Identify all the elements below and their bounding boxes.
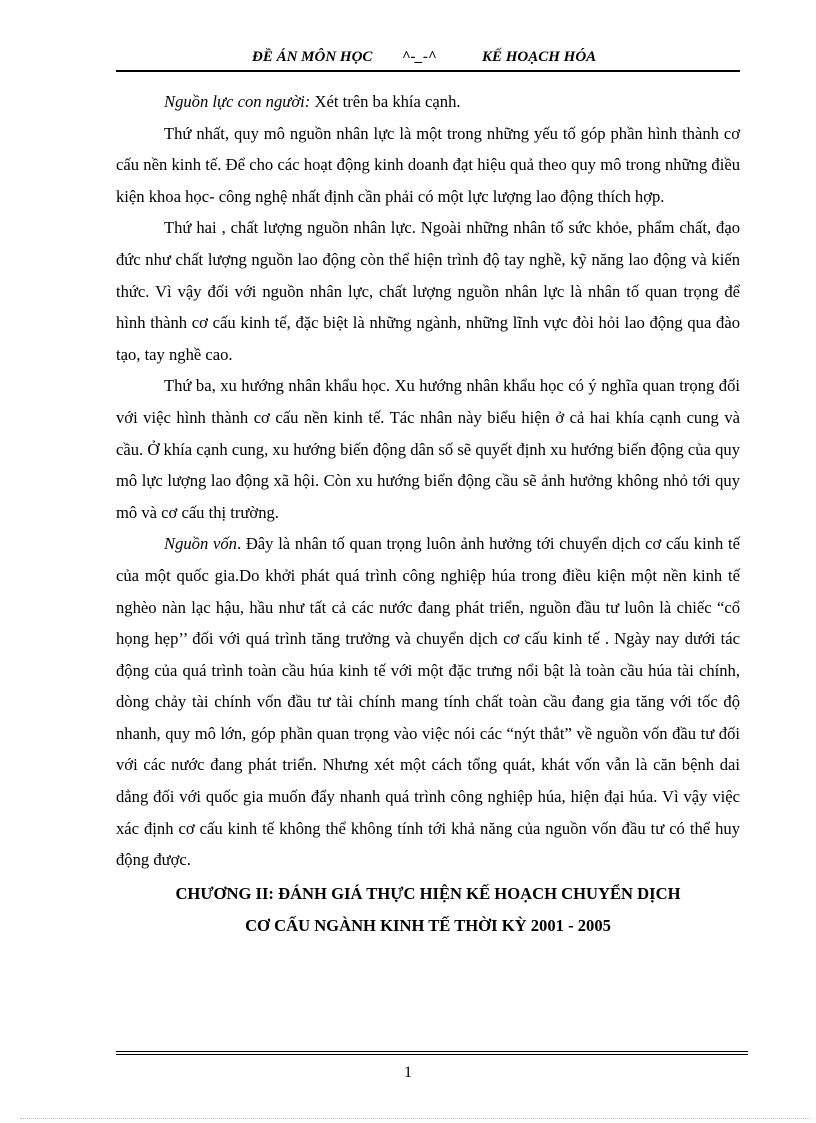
- chapter-heading-line1: CHƯƠNG II: ĐÁNH GIÁ THỰC HIỆN KẾ HOẠCH CHUYỂN DỊCH: [175, 883, 681, 903]
- paragraph-label: Nguồn lực con người:: [164, 92, 311, 111]
- footer-rule: [116, 1051, 748, 1052]
- paragraph-text: Thứ nhất, quy mô nguồn nhân lực là một trong những yếu tố góp phần hình thành cơ cấu nền kinh tế. Để cho các hoạt động kinh doanh đạt hiệu quả theo quy mô trong những điều kiện khoa học- công nghệ nhất định cần phải có một lực lượng lao động thích hợp.: [116, 123, 740, 206]
- paragraph-text: Xét trên ba khía cạnh.: [310, 92, 461, 111]
- paragraph-capital: [116, 528, 740, 876]
- page-header: [116, 46, 740, 72]
- page-bottom-divider: [20, 1118, 810, 1119]
- paragraph-label: Nguồn vốn: [164, 534, 237, 554]
- chapter-heading: [116, 878, 740, 942]
- document-body: [116, 86, 740, 942]
- chapter-heading-line2: CƠ CẤU NGÀNH KINH TẾ THỜI KỲ 2001 - 2005: [245, 915, 611, 935]
- header-title-left: ĐỀ ÁN MÔN HỌC: [252, 49, 373, 65]
- paragraph-text: . Đây là nhân tố quan trọng luôn ảnh hưởng tới chuyển dịch cơ cấu kinh tế của một quốc gia.Do khởi phát quá trình công nghiệp húa trong điều kiện một nền kinh tế nghèo nàn lạc hậu, hầu như tất cả các nước đang phát triển, nguồn đầu tư luôn là chiếc “cổ họng hẹp’’ đối với quá trình tăng trưởng và chuyển dịch cơ cấu kinh tế . Ngày nay dưới tác động của quá trình toàn cầu húa kinh tế với một đặc trưng nổi bật là toàn cầu húa tài chính, dòng chảy tài chính vốn đầu tư tài chính mang tính chất toàn cầu đang gia tăng với tốc độ nhanh, quy mô lớn, góp phần quan trọng vào việc nói các “nýt thắt” về nguồn vốn đầu tư đối với các nước đang phát triển. Nhưng xét một cách tổng quát, khát vốn vẫn là căn bệnh dai dẳng đối với quốc gia muốn đẩy nhanh quá trình công nghiệp húa, hiện đại húa. Vì vậy việc xác định cơ cấu kinh tế không thể không tính tới khả năng của nguồn vốn đầu tư có thể huy động được.: [116, 534, 740, 870]
- paragraph-text: Thứ hai , chất lượng nguồn nhân lực. Ngoài những nhân tố sức khỏe, phẩm chất, đạo đức như chất lượng nguồn lao động còn thể hiện trình độ tay nghề, kỹ năng lao động và kiến thức. Vì vậy đối với nguồn nhân lực, chất lượng nguồn nhân lực là nhân tố quan trọng để hình thành cơ cấu kinh tế, đặc biệt là những ngành, những lĩnh vực đòi hỏi lao động qua đào tạo, tay nghề cao.: [116, 218, 740, 364]
- paragraph-third: [116, 370, 740, 528]
- header-title-right: KẾ HOẠCH HÓA: [482, 49, 597, 65]
- footer-rule: [116, 1054, 748, 1055]
- header-emoticon: ^-_-^: [402, 49, 437, 65]
- paragraph-human-resources: [116, 86, 740, 118]
- paragraph-second: [116, 212, 740, 370]
- paragraph-text: Thứ ba, xu hướng nhân khẩu học. Xu hướng nhân khẩu học có ý nghĩa quan trọng đối với việc hình thành cơ cấu nền kinh tế. Tác nhân này biểu hiện ở cả hai khía cạnh cung và cầu. Ở khía cạnh cung, xu hướng biến động dân số sẽ quyết định xu hướng biến động của quy mô lực lượng lao động xã hội. Còn xu hướng biến động cầu sẽ ảnh hưởng không nhỏ tới quy mô và cơ cấu thị trường.: [116, 376, 740, 522]
- page-number: 1: [404, 1064, 412, 1081]
- paragraph-first: [116, 118, 740, 213]
